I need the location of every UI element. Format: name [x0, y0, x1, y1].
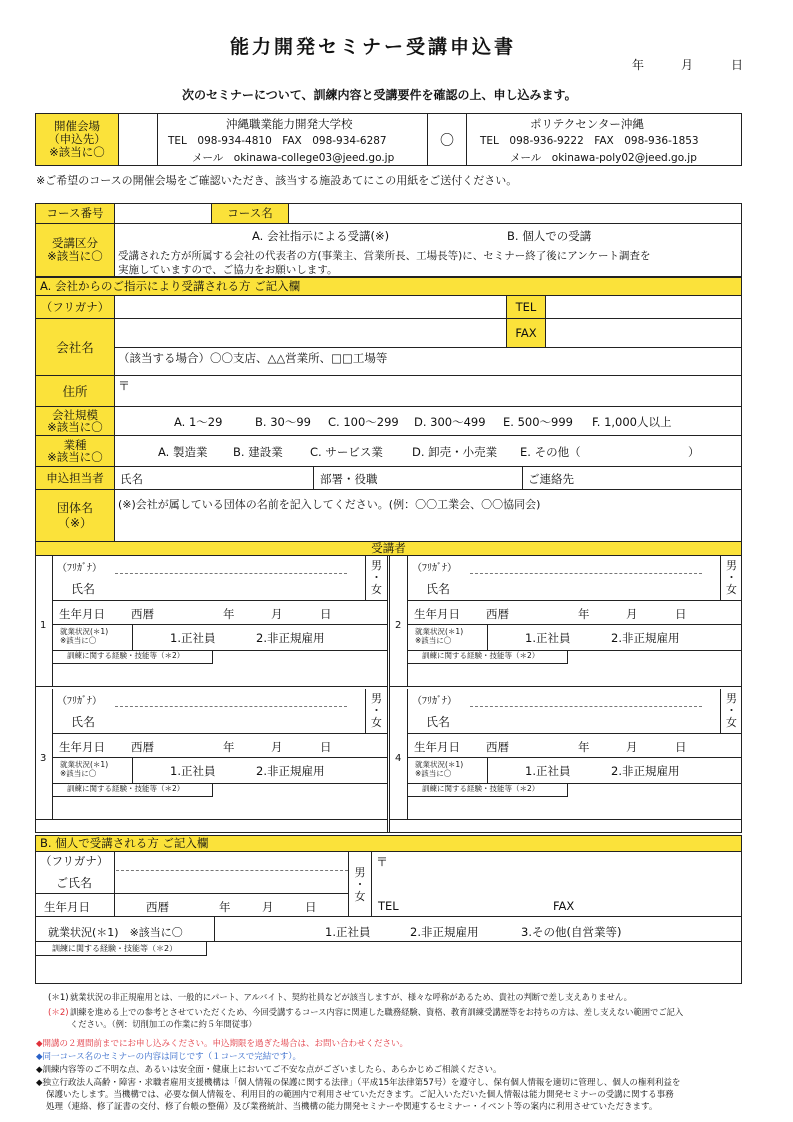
attendee-1-bottom-border: [35, 686, 387, 687]
attendee-1-status-opt1[interactable]: 1.正社員: [170, 631, 216, 645]
size-option-f[interactable]: F. 1,000人以上: [592, 415, 672, 429]
attendee-1-furigana-field[interactable]: [115, 573, 347, 574]
attendee-2-experience-field[interactable]: [408, 664, 742, 686]
footnote-2a: 訓練を進める上での参考とさせていただくため、今回受講するコース内容に関連した職務経験、資格、教育訓練受講歴等をお持ちの方は、差し支えない範囲でご記入: [70, 1007, 684, 1017]
section-a-header-text: A. 会社からのご指示により受講される方 ご記入欄: [40, 279, 301, 293]
attendee-4-year-label: 年: [578, 740, 590, 754]
category-option-a[interactable]: A. 会社指示による受講(※): [252, 229, 390, 243]
attendee-4-status-opt1[interactable]: 1.正社員: [525, 764, 571, 778]
course-name-field[interactable]: [288, 203, 742, 224]
attendee-4-day-label: 日: [675, 740, 687, 754]
fax-label: [506, 318, 546, 348]
attendee-1-furigana-label: （ﾌﾘｶﾞﾅ）: [57, 563, 102, 574]
b-year-label: 年: [219, 900, 231, 914]
attendee-3-furigana-label: （ﾌﾘｶﾞﾅ）: [57, 696, 102, 707]
venue-right-name: ポリテクセンター沖縄: [530, 117, 644, 131]
branch-hint: （該当する場合）〇〇支店、△△営業所、□□工場等: [118, 351, 388, 365]
b-sex-field[interactable]: [349, 852, 372, 917]
section-b-header-text: B. 個人で受講される方 ご記入欄: [40, 836, 209, 850]
industry-option-b[interactable]: B. 建設業: [233, 445, 283, 459]
size-option-a[interactable]: A. 1～29: [174, 415, 223, 429]
b-birth-label: 生年月日: [44, 900, 90, 914]
attendee-1-era-label: 西暦: [131, 607, 154, 621]
contact-name-label: 氏名: [120, 472, 143, 486]
b-status-opt2[interactable]: 2.非正規雇用: [410, 925, 479, 939]
category-note-line2: 実施していますので、ご協力をお願いします。: [118, 264, 338, 276]
attendee-4-experience-label: 訓練に関する経験・技能等（＊2）: [408, 783, 568, 797]
postal-mark: 〒: [118, 379, 131, 393]
b-status-opt1[interactable]: 1.正社員: [325, 925, 371, 939]
attendee-1-experience-label: 訓練に関する経験・技能等（＊2）: [53, 650, 213, 664]
b-furigana-label: （フリガナ）: [40, 854, 109, 868]
course-name-label-text: コース名: [227, 206, 273, 220]
group-label-text: 団体名 （※）: [56, 500, 93, 530]
category-label: [35, 223, 115, 277]
attendee-4-month-label: 月: [626, 740, 638, 754]
attendee-1-name-label: 氏名: [71, 582, 96, 596]
date-month-label: 月: [681, 58, 694, 72]
date-year-label: 年: [632, 58, 645, 72]
b-experience-label: [36, 941, 207, 956]
company-name-label-text: 会社名: [56, 339, 94, 355]
b-tel-label: TEL: [378, 899, 399, 913]
tel-field[interactable]: [545, 295, 742, 319]
attendee-4-bottom-border: [390, 819, 742, 820]
address-label-text: 住所: [62, 383, 88, 399]
attendee-4-divider: [408, 733, 742, 734]
attendee-1-status-label: 就業状況(＊1) ※該当に〇: [53, 624, 133, 650]
venue-left-phone: TEL 098-934-4810 FAX 098-934-6287: [168, 135, 387, 147]
attendee-3-name-label: 氏名: [71, 715, 96, 729]
attendee-3-status-label: 就業状況(＊1) ※該当に〇: [53, 757, 133, 783]
attendee-2-status-label: 就業状況(＊1) ※該当に〇: [408, 624, 488, 650]
size-option-d[interactable]: D. 300～499: [414, 415, 486, 429]
attendee-2-name-label: 氏名: [426, 582, 451, 596]
industry-option-e[interactable]: E. その他（: [520, 445, 581, 459]
attendee-4-birth-label: 生年月日: [414, 740, 460, 754]
footnote-1: 就業状況の非正規雇用とは、一般的にパート、アルバイト、契約社員などが該当しますが、様々な呼称があるため、貴社の判断で差し支えありません。: [70, 992, 632, 1002]
industry-label-text: 業種 ※該当に〇: [47, 438, 103, 464]
industry-option-c[interactable]: C. サービス業: [310, 445, 383, 459]
bullet-4b: 保護いたします。当機構では、必要な個人情報を、利用目的の範囲内で利用させていただきます。ご記入いただいた個人情報は能力開発セミナーの受講に関する事務: [46, 1090, 674, 1100]
attendee-3-number: 3: [40, 753, 47, 764]
footnote-1-mark: (＊1): [48, 993, 69, 1003]
furigana-label: [35, 295, 115, 319]
venue-label: [35, 113, 119, 166]
b-month-label: 月: [262, 900, 274, 914]
attendee-2-number: 2: [395, 620, 402, 631]
attendee-1-divider: [53, 600, 387, 601]
venue-check-right[interactable]: [427, 113, 467, 166]
venue-left-mail: メール okinawa-college03@jeed.go.jp: [192, 152, 395, 164]
b-experience-text: 訓練に関する経験・技能等（＊2）: [52, 944, 178, 953]
bullet-1: ◆開講の２週間前までにお申し込みください。申込期限を過ぎた場合は、お問い合わせください。: [36, 1039, 409, 1049]
attendee-2-month-label: 月: [626, 607, 638, 621]
industry-close-paren: ）: [688, 445, 700, 459]
attendee-1-year-label: 年: [223, 607, 235, 621]
course-number-field[interactable]: [114, 203, 212, 224]
attendee-3-birth-label: 生年月日: [59, 740, 105, 754]
course-number-label-text: コース番号: [46, 206, 104, 220]
venue-right-phone: TEL 098-936-9222 FAX 098-936-1853: [480, 135, 699, 147]
attendee-1-block: [35, 556, 387, 557]
attendee-2-status-opt2[interactable]: 2.非正規雇用: [611, 631, 680, 645]
b-era-label: 西暦: [146, 900, 169, 914]
b-status-opt3[interactable]: 3.その他(自営業等): [521, 925, 622, 939]
attendee-4-era-label: 西暦: [486, 740, 509, 754]
attendee-3-status-opt2[interactable]: 2.非正規雇用: [256, 764, 325, 778]
attendee-3-year-label: 年: [223, 740, 235, 754]
company-size-label-text: 会社規模 ※該当に〇: [47, 408, 103, 434]
attendee-3-bottom-border: [35, 819, 387, 820]
fax-field[interactable]: [545, 318, 742, 348]
attendee-1-birth-label: 生年月日: [59, 607, 105, 621]
venue-right-mail: メール okinawa-poly02@jeed.go.jp: [510, 152, 697, 164]
section-a-header: [35, 277, 742, 296]
attendee-1-month-label: 月: [271, 607, 283, 621]
size-option-e[interactable]: E. 500～999: [503, 415, 573, 429]
category-option-b[interactable]: B. 個人での受講: [507, 229, 592, 243]
group-hint: (※)会社が属している団体の名前を記入してください。(例：〇〇工業会、〇〇協同会): [118, 498, 541, 511]
contact-label-text: 申込担当者: [46, 470, 104, 485]
attendee-4-number: 4: [395, 753, 402, 764]
attendee-2-experience-label: 訓練に関する経験・技能等（＊2）: [408, 650, 568, 664]
footnote-2b: ください。（例：切削加工の作業に約５年間従事）: [70, 1019, 257, 1029]
fax-label-text: FAX: [515, 325, 537, 340]
bullet-4a: ◆独立行政法人高齢・障害・求職者雇用支援機構は「個人情報の保護に関する法律」（平成15年法律第57号）を遵守し、保有個人情報を適切に管理し、個人の権利利益を: [36, 1078, 681, 1088]
contact-name-field[interactable]: [114, 466, 314, 490]
attendee-2-day-label: 日: [675, 607, 687, 621]
attendee-3-sex[interactable]: 男 ・ 女: [365, 689, 387, 733]
footnote-2-mark: (＊2): [48, 1008, 69, 1018]
attendee-2-sex[interactable]: 男 ・ 女: [720, 556, 742, 600]
industry-label: [35, 435, 115, 467]
attendee-3-era-label: 西暦: [131, 740, 154, 754]
attendee-column-gap: [387, 556, 390, 833]
attendee-2-status-opt1[interactable]: 1.正社員: [525, 631, 571, 645]
attendee-4-block: [390, 689, 742, 690]
attendee-3-divider: [53, 733, 387, 734]
attendee-2-divider: [408, 600, 742, 601]
furigana-label-text: （フリガナ）: [40, 299, 110, 314]
tel-label-text: TEL: [515, 299, 537, 314]
industry-option-d[interactable]: D. 卸売・小売業: [412, 445, 498, 459]
tel-label: [506, 295, 546, 319]
venue-note: ※ご希望のコースの開催会場をご確認いただき、該当する施設あてにこの用紙をご送付ください。: [36, 174, 518, 187]
section-b-header: [35, 835, 742, 852]
b-name-label: ご氏名: [56, 876, 93, 890]
category-note-line1: 受講された方が所属する会社の代表者の方(事業主、営業所長、工場長等)に、セミナー終了後にアンケート調査を: [118, 250, 651, 262]
date-day-label: 日: [731, 58, 744, 72]
attendee-3-experience-field[interactable]: [53, 797, 387, 819]
attendee-3-furigana-field[interactable]: [115, 706, 347, 707]
attendee-1-sex[interactable]: 男 ・ 女: [365, 556, 387, 600]
attendee-3-block: [35, 689, 387, 690]
attendee-2-furigana-field[interactable]: [470, 573, 702, 574]
attendee-2-year-label: 年: [578, 607, 590, 621]
page-title: 能力開発セミナー受講申込書: [230, 36, 517, 58]
attendee-1-experience-field[interactable]: [53, 664, 387, 686]
venue-check-left[interactable]: [118, 113, 158, 166]
attendee-2-birth-label: 生年月日: [414, 607, 460, 621]
venue-left-name: 沖縄職業能力開発大学校: [226, 117, 353, 131]
company-name-label: [35, 318, 115, 376]
attendee-4-furigana-label: （ﾌﾘｶﾞﾅ）: [412, 696, 457, 707]
attendee-1-day-label: 日: [320, 607, 332, 621]
attendee-3-status-opt1[interactable]: 1.正社員: [170, 764, 216, 778]
attendee-1-number: 1: [40, 620, 47, 631]
contact-label: [35, 466, 115, 490]
bullet-2: ◆同一コース名のセミナーの内容は同じです（１コースで完結です）。: [36, 1052, 301, 1062]
address-label: [35, 375, 115, 407]
company-furigana-field[interactable]: [114, 295, 507, 319]
attendee-4-name-label: 氏名: [426, 715, 451, 729]
b-sex-text: 男 ・ 女: [354, 865, 366, 903]
contact-info-label: ご連絡先: [528, 472, 574, 486]
attendee-1-status-opt2[interactable]: 2.非正規雇用: [256, 631, 325, 645]
company-name-field[interactable]: [114, 318, 507, 348]
attendee-2-bottom-border: [390, 686, 742, 687]
venue-selected-circle: 〇: [440, 132, 454, 149]
b-experience-field[interactable]: [36, 955, 741, 983]
size-option-b[interactable]: B. 30～99: [255, 415, 311, 429]
address-field[interactable]: [114, 375, 742, 407]
category-label-text: 受講区分 ※該当に〇: [47, 236, 103, 263]
industry-option-a[interactable]: A. 製造業: [158, 445, 208, 459]
attendee-3-experience-label: 訓練に関する経験・技能等（＊2）: [53, 783, 213, 797]
attendee-4-experience-field[interactable]: [408, 797, 742, 819]
company-size-label: [35, 406, 115, 436]
contact-dept-label: 部署・役職: [320, 472, 378, 486]
course-number-label: [35, 203, 115, 224]
attendee-4-status-opt2[interactable]: 2.非正規雇用: [611, 764, 680, 778]
attendee-3-day-label: 日: [320, 740, 332, 754]
attendee-4-sex[interactable]: 男 ・ 女: [720, 689, 742, 733]
venue-label-text: 開催会場 （申込先） ※該当に〇: [48, 119, 106, 159]
attendee-2-era-label: 西暦: [486, 607, 509, 621]
attendees-header: [35, 541, 742, 556]
group-label: [35, 489, 115, 542]
attendees-header-text: 受講者: [371, 541, 406, 555]
b-fax-label: FAX: [553, 899, 575, 913]
attendee-2-furigana-label: （ﾌﾘｶﾞﾅ）: [412, 563, 457, 574]
intro-text: 次のセミナーについて、訓練内容と受講要件を確認の上、申し込みます。: [182, 88, 577, 102]
attendee-2-block: [390, 556, 742, 557]
bullet-3: ◆訓練内容等のご不明な点、あるいは安全面・健康上においてご不安な点がございましたら、あらかじめご相談ください。: [36, 1065, 502, 1075]
b-status-label: 就業状況(＊1) ※該当に〇: [48, 926, 183, 939]
attendee-4-furigana-field[interactable]: [470, 706, 702, 707]
course-name-label: [211, 203, 289, 224]
bullet-4c: 処理（連絡、修了証書の交付、修了台帳の整備）及び業務統計、当機構の能力開発セミナーや関連するセミナー・イベント等の案内に利用させていただきます。: [46, 1102, 658, 1112]
b-day-label: 日: [305, 900, 317, 914]
b-furigana-field[interactable]: [116, 870, 348, 871]
b-postal-mark: 〒: [376, 855, 389, 869]
attendee-3-month-label: 月: [271, 740, 283, 754]
attendee-4-status-label: 就業状況(＊1) ※該当に〇: [408, 757, 488, 783]
size-option-c[interactable]: C. 100～299: [328, 415, 399, 429]
